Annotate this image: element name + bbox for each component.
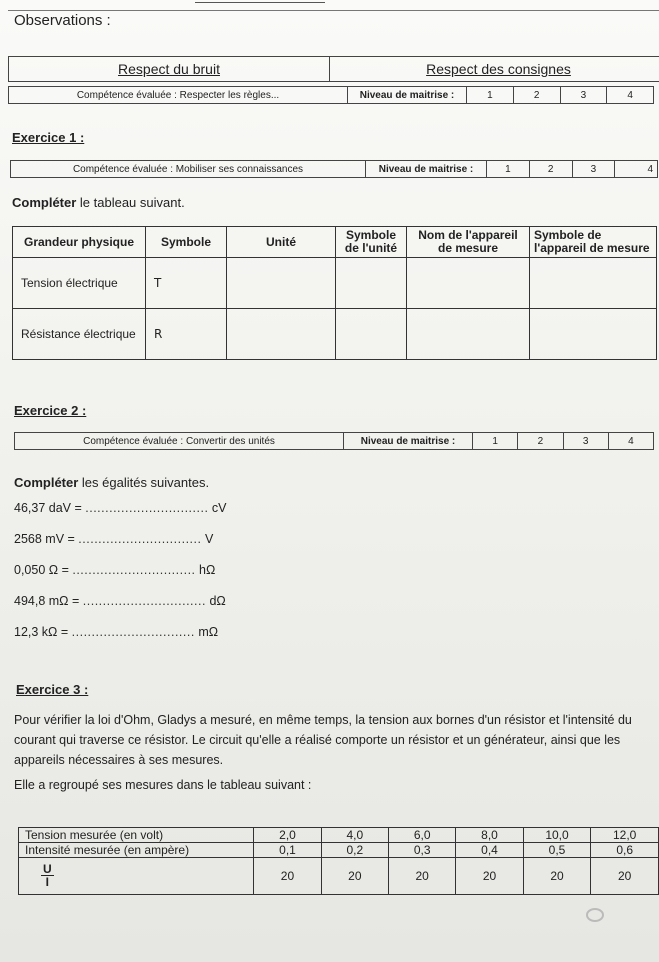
cell-value: 0,1 [254, 843, 321, 858]
ex2-competence: Compétence évaluée : Convertir des unités [15, 433, 344, 450]
ratio-fraction: $\frac{U}{I}$ [43, 862, 52, 889]
ex1-level-2: 2 [529, 161, 572, 178]
respect-table [8, 56, 659, 82]
exercice3-title: Exercice 3 : [16, 682, 89, 697]
competence-label: Compétence évaluée : Respecter les règles... [9, 87, 348, 104]
equality-5: 12,3 kΩ = ............................... mΩ [14, 625, 219, 639]
ex2-level-1: 1 [473, 433, 518, 450]
cell-value: 0,3 [389, 843, 456, 858]
cell-value: 0,4 [456, 843, 523, 858]
table-row [13, 258, 657, 309]
cell-value: 6,0 [389, 828, 456, 843]
ex1-competence: Compétence évaluée : Mobiliser ses connaissances [11, 161, 366, 178]
level-2: 2 [513, 87, 560, 104]
ex2-level-4: 4 [608, 433, 653, 450]
level-4: 4 [607, 87, 654, 104]
cell-empty [407, 309, 530, 360]
cell-value: 20 [389, 858, 456, 895]
header-symbole-appareil: Symbole de l'appareil de mesure [530, 227, 657, 258]
exercice1-title: Exercice 1 : [12, 130, 85, 145]
ex1-level-1: 1 [487, 161, 530, 178]
cell-value: 20 [254, 858, 321, 895]
ex2-level-2: 2 [518, 433, 563, 450]
equality-1: 46,37 daV = ............................... cV [14, 501, 227, 515]
respect-consignes: Respect des consignes [426, 61, 571, 77]
row-grandeur-tension: Tension électrique [13, 258, 146, 309]
cell-empty [336, 309, 407, 360]
equality-4: 494,8 mΩ = ............................... dΩ [14, 594, 226, 608]
ex2-instruction: Compléter les égalités suivantes. [14, 475, 210, 490]
exercice2-title: Exercice 2 : [14, 403, 87, 418]
level-3: 3 [560, 87, 607, 104]
row-label-tension: Tension mesurée (en volt) [19, 828, 254, 843]
grandeurs-table [12, 226, 657, 360]
table-row [19, 843, 659, 858]
table-row [19, 858, 659, 895]
equality-2: 2568 mV = ............................... V [14, 532, 214, 546]
competence-band-ex2 [14, 432, 654, 450]
cell-empty [336, 258, 407, 309]
row-symbole-tension: T [146, 258, 227, 309]
header-symbole-unite: Symbole de l'unité [336, 227, 407, 258]
cell-value: 20 [456, 858, 523, 895]
ex2-level-3: 3 [563, 433, 608, 450]
cell-empty [407, 258, 530, 309]
row-label-intensite: Intensité mesurée (en ampère) [19, 843, 254, 858]
cell-value: 10,0 [523, 828, 591, 843]
competence-band-ex1 [10, 160, 658, 178]
cell-value: 12,0 [591, 828, 659, 843]
ex1-level-4: 4 [615, 161, 658, 178]
observations-title: Observations : [14, 12, 111, 29]
ex1-instruction: Compléter le tableau suivant. [12, 195, 185, 210]
cell-value: 8,0 [456, 828, 523, 843]
ex1-niveau: Niveau de maitrise : [366, 161, 487, 178]
niveau-label: Niveau de maitrise : [348, 87, 467, 104]
ex3-paragraph: Pour vérifier la loi d'Ohm, Gladys a mesuré, en même temps, la tension aux bornes d'un résistor et l'intensité du courant qui traverse ce résistor. Le circuit qu'elle a réalisé comporte un résistor et un générateur, ainsi que les appareils nécessaires à ses mesures. [14, 713, 632, 767]
row-label-ratio [19, 858, 254, 895]
table-row [13, 309, 657, 360]
row-symbole-resistance: R [146, 309, 227, 360]
cell-value: 20 [591, 858, 659, 895]
cell-value: 20 [321, 858, 388, 895]
cell-value: 4,0 [321, 828, 388, 843]
cell-value: 0,5 [523, 843, 591, 858]
cell-empty [530, 258, 657, 309]
ex3-paragraph-2: Elle a regroupé ses mesures dans le tableau suivant : [14, 778, 312, 792]
top-rule [195, 2, 325, 3]
ring-mark [586, 908, 604, 922]
cell-value: 0,2 [321, 843, 388, 858]
mesures-table [18, 827, 659, 895]
table-row [19, 828, 659, 843]
competence-band-top [8, 86, 654, 104]
cell-value: 0,6 [591, 843, 659, 858]
level-1: 1 [467, 87, 514, 104]
cell-empty [227, 309, 336, 360]
respect-bruit: Respect du bruit [118, 61, 220, 77]
row-grandeur-resistance: Résistance électrique [13, 309, 146, 360]
header-appareil: Nom de l'appareil de mesure [407, 227, 530, 258]
ex2-niveau: Niveau de maitrise : [344, 433, 473, 450]
header-symbole: Symbole [146, 227, 227, 258]
cell-empty [227, 258, 336, 309]
cell-value: 2,0 [254, 828, 321, 843]
ex1-level-3: 3 [572, 161, 615, 178]
header-unite: Unité [227, 227, 336, 258]
equality-3: 0,050 Ω = ............................... hΩ [14, 563, 216, 577]
header-grandeur: Grandeur physique [13, 227, 146, 258]
cell-empty [530, 309, 657, 360]
cell-value: 20 [523, 858, 591, 895]
